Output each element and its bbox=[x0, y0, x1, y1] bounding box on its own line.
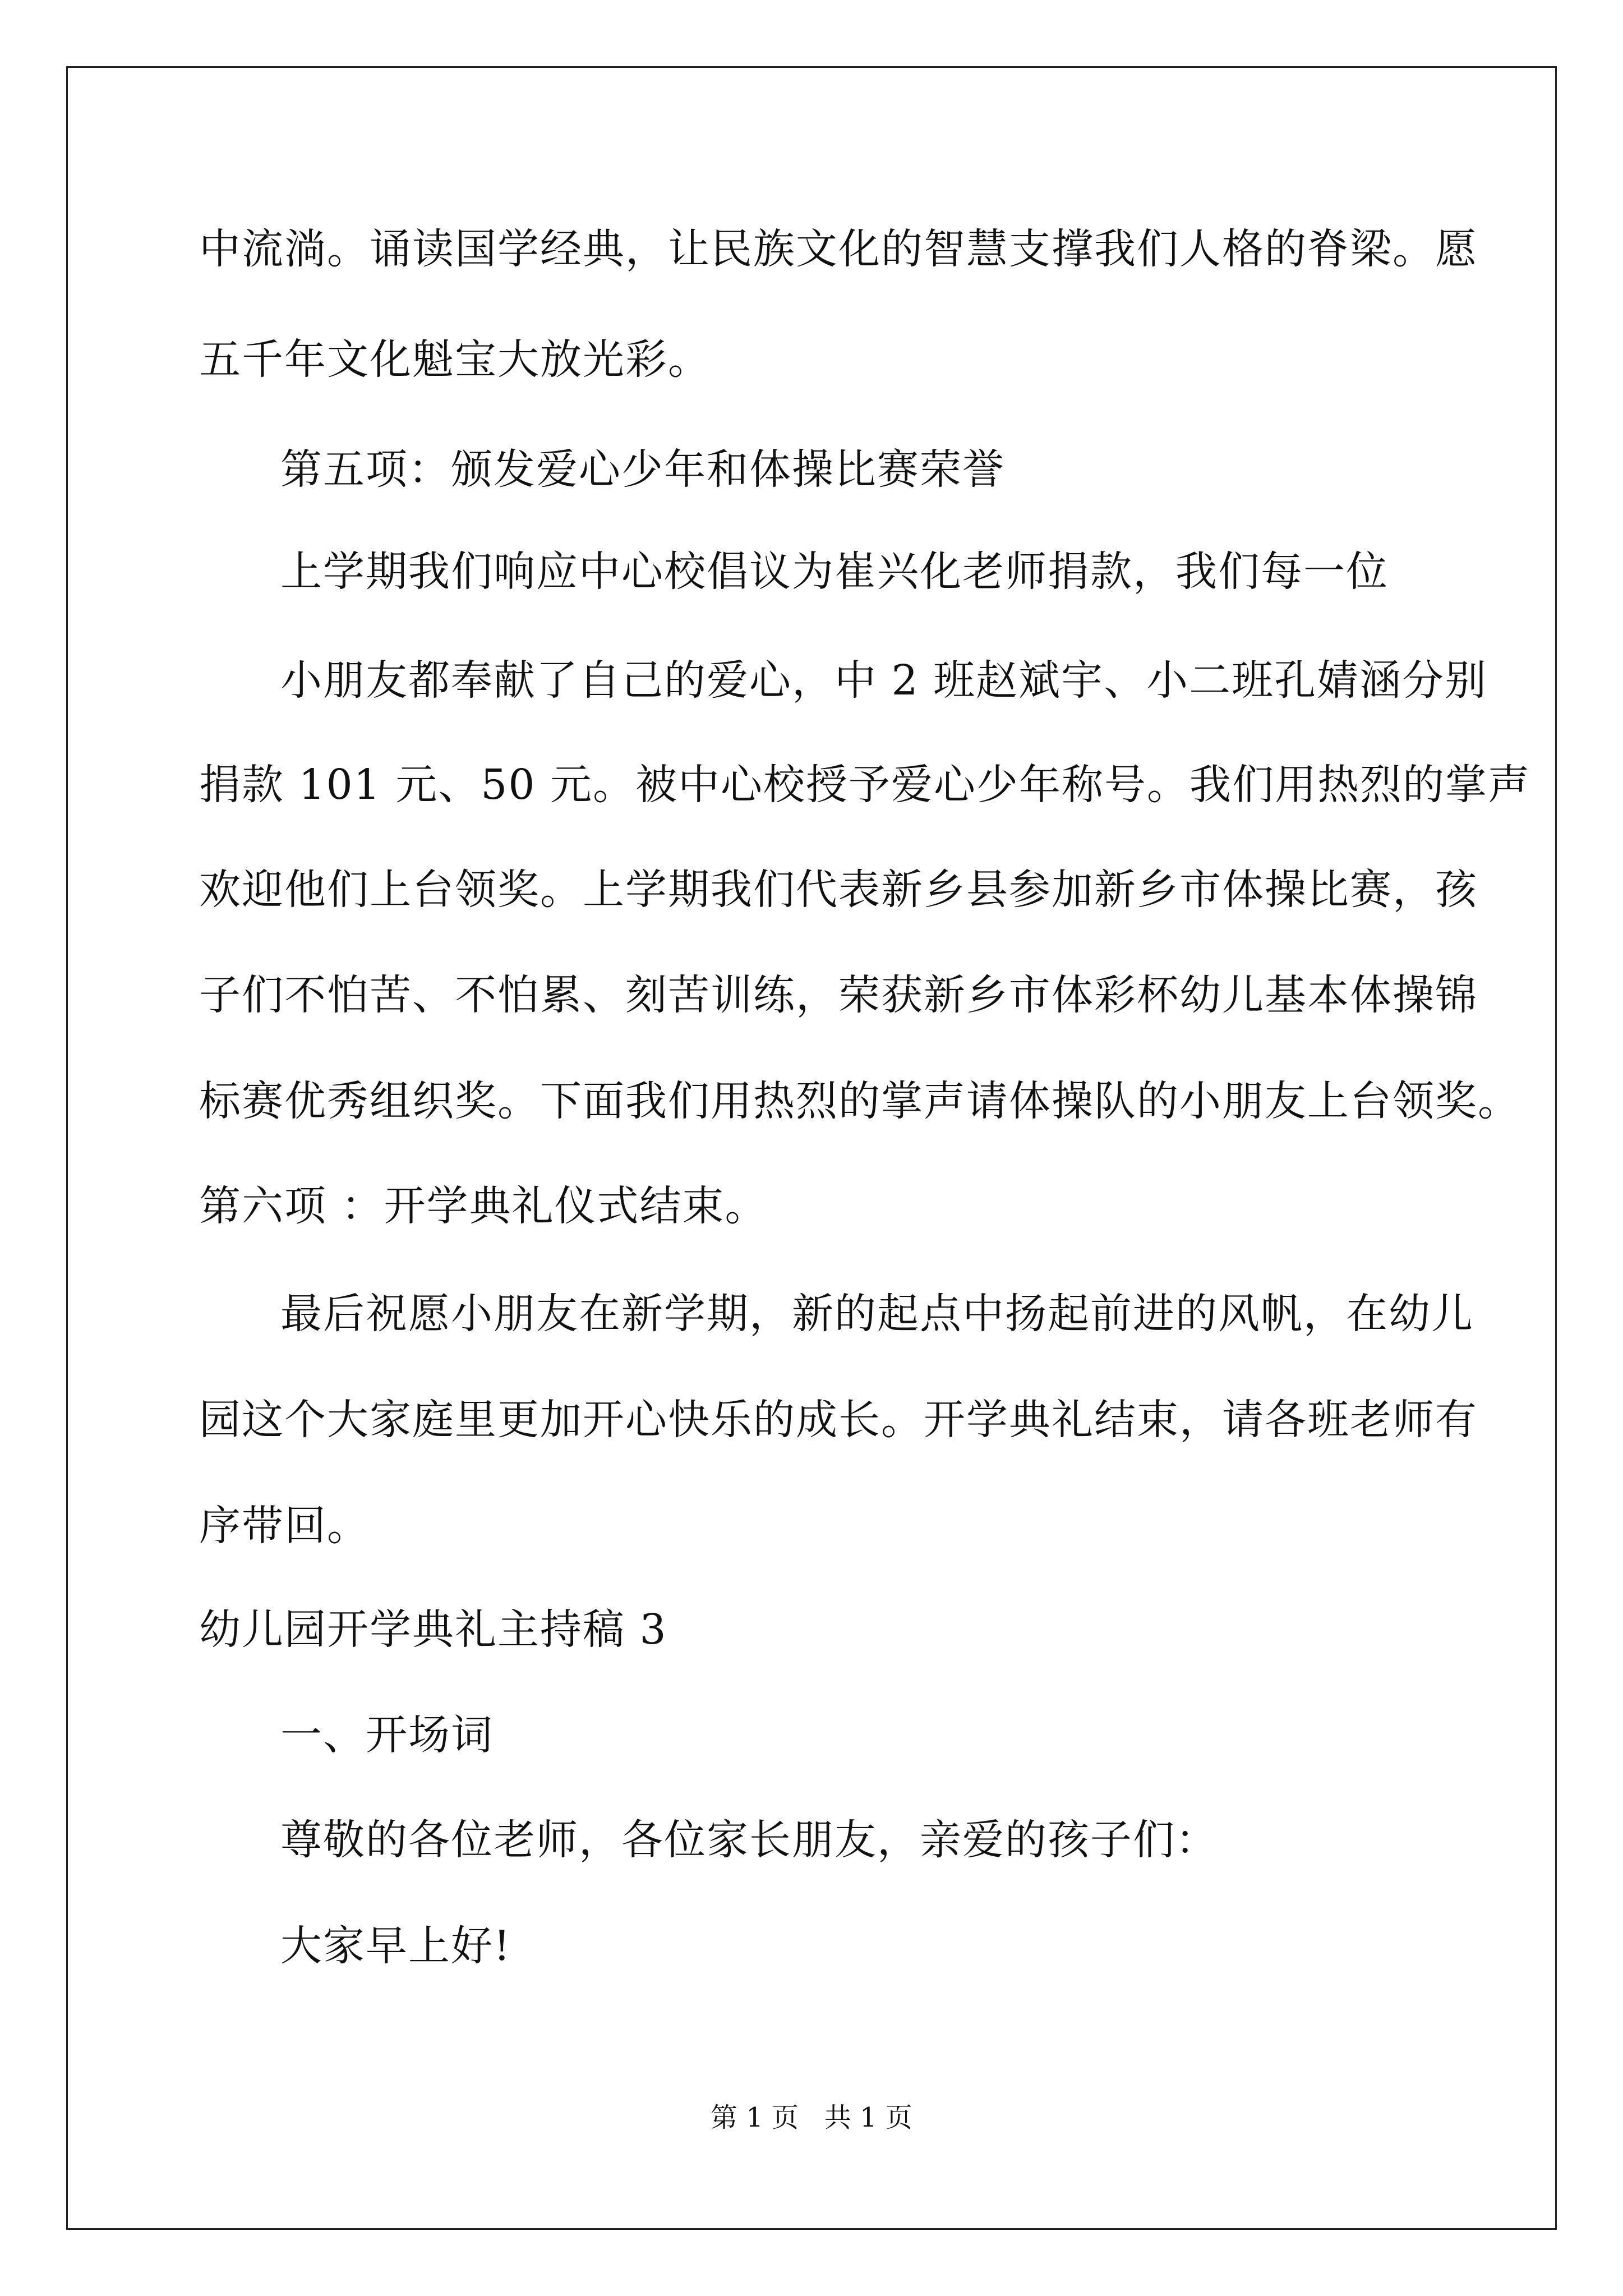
text-line-4: 上学期我们响应中心校倡议为崔兴化老师捐款，我们每一位 bbox=[280, 547, 1389, 596]
text-line-16: 尊敬的各位老师，各位家长朋友，亲爱的孩子们： bbox=[280, 1816, 1218, 1864]
page-footer: 第 1 页 共 1 页 bbox=[711, 2102, 912, 2133]
page-border bbox=[66, 66, 1557, 2230]
text-line-11: 最后祝愿小朋友在新学期，新的起点中扬起前进的风帆，在幼儿 bbox=[280, 1290, 1474, 1338]
text-line-5: 小朋友都奉献了自己的爱心，中 2 班赵斌宇、小二班孔婧涵分别 bbox=[280, 656, 1488, 705]
text-line-9: 标赛优秀组织奖。下面我们用热烈的掌声请体操队的小朋友上台领奖。 bbox=[199, 1077, 1520, 1125]
text-line-7: 欢迎他们上台领奖。上学期我们代表新乡县参加新乡市体操比赛，孩 bbox=[199, 866, 1478, 914]
text-line-13: 序带回。 bbox=[199, 1502, 370, 1550]
text-line-2: 五千年文化魁宝大放光彩。 bbox=[199, 335, 711, 384]
text-line-3: 第五项：颁发爱心少年和体操比赛荣誉 bbox=[280, 445, 1005, 494]
text-line-8: 子们不怕苦、不怕累、刻苦训练，荣获新乡市体彩杯幼儿基本体操锦 bbox=[199, 971, 1478, 1019]
text-line-10: 第六项 ：开学典礼仪式结束。 bbox=[199, 1182, 768, 1230]
text-line-6: 捐款 101 元、50 元。被中心校授予爱心少年称号。我们用热烈的掌声 bbox=[199, 761, 1530, 809]
text-line-1: 中流淌。诵读国学经典，让民族文化的智慧支撑我们人格的脊梁。愿 bbox=[199, 225, 1478, 273]
text-line-15: 一、开场词 bbox=[280, 1711, 494, 1759]
section-heading: 幼儿园开学典礼主持稿 3 bbox=[199, 1605, 667, 1654]
text-line-12: 园这个大家庭里更加开心快乐的成长。开学典礼结束，请各班老师有 bbox=[199, 1396, 1478, 1444]
text-line-17: 大家早上好! bbox=[280, 1922, 511, 1970]
